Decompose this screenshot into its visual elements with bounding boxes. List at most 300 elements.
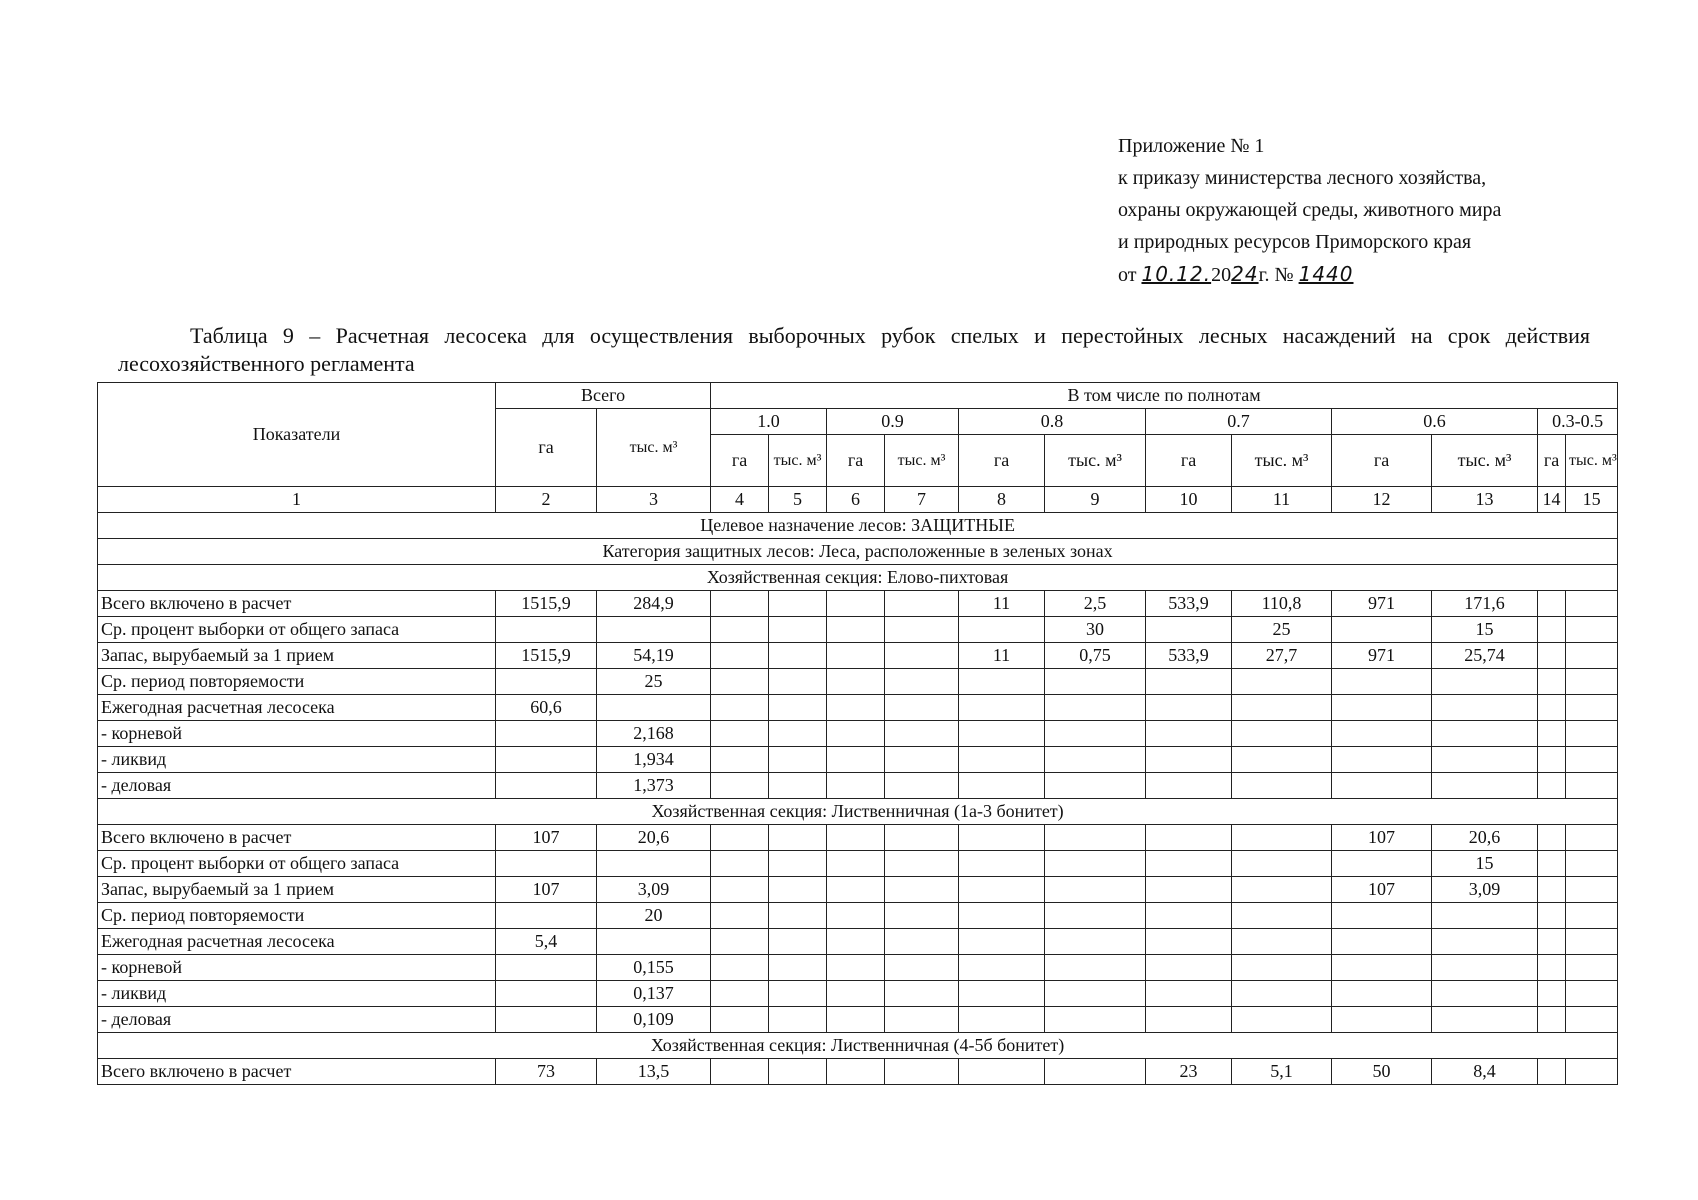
table-cell [769, 1007, 827, 1033]
table-cell [1045, 851, 1146, 877]
section-row [98, 565, 1618, 591]
table-cell [1232, 903, 1332, 929]
table-cell: 54,19 [597, 643, 711, 669]
table-cell [1432, 669, 1538, 695]
ha-header: га [1146, 435, 1232, 487]
column-number: 10 [1146, 487, 1232, 513]
table-cell [1538, 643, 1566, 669]
table-cell [1146, 617, 1232, 643]
table-cell: 110,8 [1232, 591, 1332, 617]
table-cell [711, 695, 769, 721]
table-cell [1566, 591, 1618, 617]
table-cell [827, 1007, 885, 1033]
table-cell [769, 773, 827, 799]
table-cell [1232, 721, 1332, 747]
date-day-month: 10.12. [1141, 262, 1212, 286]
table-cell: 15 [1432, 617, 1538, 643]
table-cell: 20 [597, 903, 711, 929]
table-cell [1045, 981, 1146, 1007]
table-cell [711, 773, 769, 799]
total-header: Всего [496, 383, 711, 409]
table-cell [827, 877, 885, 903]
table-cell [827, 695, 885, 721]
table-cell [769, 929, 827, 955]
table-cell [1045, 929, 1146, 955]
density-header: 0.6 [1332, 409, 1538, 435]
table-cell [1146, 773, 1232, 799]
table-cell [496, 669, 597, 695]
row-label: Запас, вырубаемый за 1 прием [98, 643, 496, 669]
table-row [98, 929, 1618, 955]
table-cell [827, 643, 885, 669]
row-label: - корневой [98, 721, 496, 747]
column-number: 4 [711, 487, 769, 513]
table-cell [1538, 617, 1566, 643]
table-cell [827, 903, 885, 929]
table-cell [885, 721, 959, 747]
table-cell [959, 669, 1045, 695]
table-cell [885, 903, 959, 929]
table-cell: 60,6 [496, 695, 597, 721]
table-cell [1332, 955, 1432, 981]
table-cell [1566, 981, 1618, 1007]
table-cell [1045, 721, 1146, 747]
table-cell [1538, 1059, 1566, 1085]
table-cell [711, 877, 769, 903]
date-year-suffix: 24 [1231, 262, 1259, 286]
table-cell [885, 747, 959, 773]
table-cell: 13,5 [597, 1059, 711, 1085]
table-cell [1045, 1007, 1146, 1033]
density-header: 0.7 [1146, 409, 1332, 435]
table-row [98, 955, 1618, 981]
volume-header: тыс. м³ [885, 435, 959, 487]
table-cell [1538, 955, 1566, 981]
table-cell [1332, 721, 1432, 747]
table-cell: 0,155 [597, 955, 711, 981]
header-row-1 [98, 383, 1618, 409]
table-cell [496, 721, 597, 747]
table-cell: 15 [1432, 851, 1538, 877]
table-cell [711, 955, 769, 981]
row-label: Ср. процент выборки от общего запаса [98, 617, 496, 643]
table-cell [769, 617, 827, 643]
total-ha-header: га [496, 409, 597, 487]
table-cell [1566, 773, 1618, 799]
table-cell [711, 1059, 769, 1085]
ha-header: га [1538, 435, 1566, 487]
table-cell [827, 981, 885, 1007]
table-row [98, 1007, 1618, 1033]
table-cell [769, 695, 827, 721]
table-cell: 50 [1332, 1059, 1432, 1085]
table-cell [959, 695, 1045, 721]
table-row [98, 903, 1618, 929]
table-cell: 107 [1332, 877, 1432, 903]
volume-header: тыс. м³ [1045, 435, 1146, 487]
row-label: Запас, вырубаемый за 1 прием [98, 877, 496, 903]
table-cell: 11 [959, 643, 1045, 669]
table-row [98, 877, 1618, 903]
table-cell [827, 851, 885, 877]
table-cell [1566, 1007, 1618, 1033]
table-row [98, 981, 1618, 1007]
table-cell [597, 851, 711, 877]
table-cell [1538, 773, 1566, 799]
volume-header: тыс. м³ [1232, 435, 1332, 487]
column-number: 12 [1332, 487, 1432, 513]
table-cell: 1,934 [597, 747, 711, 773]
table-cell: 8,4 [1432, 1059, 1538, 1085]
table-title: Таблица 9 – Расчетная лесосека для осуществления выборочных рубок спелых и перестойных лесных насаждений на срок действия лесохозяйственного регламента [118, 323, 1590, 376]
table-cell [827, 929, 885, 955]
table-cell [885, 981, 959, 1007]
table-cell [1045, 825, 1146, 851]
table-cell [1566, 955, 1618, 981]
table-cell [1566, 669, 1618, 695]
table-cell: 23 [1146, 1059, 1232, 1085]
table-cell [885, 591, 959, 617]
date-year-prefix: 20 [1211, 264, 1232, 286]
table-cell [827, 955, 885, 981]
table-cell [769, 955, 827, 981]
table-cell [827, 773, 885, 799]
table-cell [1232, 773, 1332, 799]
table-cell [711, 825, 769, 851]
table-cell: 5,1 [1232, 1059, 1332, 1085]
volume-header: тыс. м³ [1566, 435, 1618, 487]
table-row [98, 721, 1618, 747]
table-cell: 971 [1332, 643, 1432, 669]
table-cell: 30 [1045, 617, 1146, 643]
table-cell [827, 825, 885, 851]
table-cell [885, 695, 959, 721]
by-density-header: В том числе по полнотам [711, 383, 1618, 409]
forest-category: Категория защитных лесов: Леса, расположенные в зеленых зонах [98, 539, 1618, 565]
table-cell [1232, 981, 1332, 1007]
table-cell [1332, 981, 1432, 1007]
row-label: Всего включено в расчет [98, 825, 496, 851]
table-cell [959, 877, 1045, 903]
table-cell [885, 929, 959, 955]
table-cell [769, 851, 827, 877]
table-cell [827, 1059, 885, 1085]
table-cell [827, 591, 885, 617]
table-cell: 3,09 [597, 877, 711, 903]
table-cell [769, 877, 827, 903]
table-row [98, 747, 1618, 773]
table-cell [1146, 851, 1232, 877]
column-number: 8 [959, 487, 1045, 513]
table-cell [1432, 981, 1538, 1007]
order-number: 1440 [1298, 262, 1354, 286]
row-label: Ср. период повторяемости [98, 903, 496, 929]
table-cell: 1515,9 [496, 643, 597, 669]
table-cell [711, 617, 769, 643]
table-cell: 11 [959, 591, 1045, 617]
table-cell [1566, 903, 1618, 929]
table-cell [1332, 669, 1432, 695]
table-cell [1538, 591, 1566, 617]
purpose-row [98, 513, 1618, 539]
table-cell: 107 [1332, 825, 1432, 851]
table-cell [496, 955, 597, 981]
table-cell [885, 851, 959, 877]
row-label: Ежегодная расчетная лесосека [98, 929, 496, 955]
table-cell [1432, 721, 1538, 747]
table-cell [769, 903, 827, 929]
table-cell [1538, 825, 1566, 851]
row-label: Всего включено в расчет [98, 591, 496, 617]
ha-header: га [959, 435, 1045, 487]
table-cell: 107 [496, 877, 597, 903]
appendix-line-2: к приказу министерства лесного хозяйства, [1118, 167, 1487, 189]
table-cell [959, 981, 1045, 1007]
row-label: - деловая [98, 1007, 496, 1033]
table-cell [959, 929, 1045, 955]
ha-header: га [711, 435, 769, 487]
table-cell [1146, 903, 1232, 929]
table-cell [1432, 929, 1538, 955]
table-cell: 2,5 [1045, 591, 1146, 617]
table-cell [1232, 929, 1332, 955]
table-cell [769, 591, 827, 617]
table-cell [496, 903, 597, 929]
table-cell [597, 617, 711, 643]
table-cell [959, 773, 1045, 799]
table-cell [885, 773, 959, 799]
table-cell [885, 955, 959, 981]
table-cell [1332, 747, 1432, 773]
table-cell [1146, 877, 1232, 903]
table-cell: 171,6 [1432, 591, 1538, 617]
table-cell: 533,9 [1146, 591, 1232, 617]
row-label: - ликвид [98, 981, 496, 1007]
table-cell [959, 903, 1045, 929]
table-cell [711, 903, 769, 929]
density-header: 0.8 [959, 409, 1146, 435]
table-cell [1538, 981, 1566, 1007]
column-number: 2 [496, 487, 597, 513]
table-cell [1432, 747, 1538, 773]
table-cell [496, 981, 597, 1007]
table-cell [1432, 773, 1538, 799]
table-cell [1146, 1007, 1232, 1033]
table-cell [1045, 669, 1146, 695]
table-cell: 0,109 [597, 1007, 711, 1033]
table-cell: 284,9 [597, 591, 711, 617]
table-cell [885, 617, 959, 643]
table-cell [827, 721, 885, 747]
table-cell [1232, 747, 1332, 773]
column-number: 9 [1045, 487, 1146, 513]
table-cell [1045, 1059, 1146, 1085]
table-cell [769, 747, 827, 773]
table-cell [1045, 773, 1146, 799]
table-cell [1045, 903, 1146, 929]
ha-header: га [1332, 435, 1432, 487]
table-cell: 0,75 [1045, 643, 1146, 669]
table-cell [1146, 695, 1232, 721]
appendix-line-3: охраны окружающей среды, животного мира [1118, 199, 1502, 221]
appendix-date-line [1118, 258, 1501, 291]
table-cell [885, 825, 959, 851]
column-number: 1 [98, 487, 496, 513]
table-cell [1146, 955, 1232, 981]
table-row [98, 825, 1618, 851]
table-cell: 5,4 [496, 929, 597, 955]
table-cell: 25,74 [1432, 643, 1538, 669]
table-cell: 2,168 [597, 721, 711, 747]
table-cell [711, 851, 769, 877]
table-cell [1566, 877, 1618, 903]
table-cell [1232, 851, 1332, 877]
table-cell [1566, 929, 1618, 955]
density-header: 0.3-0.5 [1538, 409, 1618, 435]
table-cell [711, 591, 769, 617]
table-cell [711, 1007, 769, 1033]
table-cell: 971 [1332, 591, 1432, 617]
table-cell [959, 955, 1045, 981]
column-number: 13 [1432, 487, 1538, 513]
table-cell [711, 643, 769, 669]
table-cell [769, 981, 827, 1007]
table-cell: 73 [496, 1059, 597, 1085]
table-cell: 1515,9 [496, 591, 597, 617]
allowable-cut-table [97, 382, 1618, 1085]
table-cell [1232, 825, 1332, 851]
table-cell [496, 1007, 597, 1033]
table-row [98, 1059, 1618, 1085]
table-row [98, 695, 1618, 721]
table-cell [711, 929, 769, 955]
table-cell [1538, 721, 1566, 747]
table-cell [885, 877, 959, 903]
section-title: Хозяйственная секция: Лиственничная (1а-3 бонитет) [98, 799, 1618, 825]
date-g: г. № [1258, 264, 1294, 286]
row-label: Ср. период повторяемости [98, 669, 496, 695]
table-cell: 1,373 [597, 773, 711, 799]
column-number: 6 [827, 487, 885, 513]
table-row [98, 773, 1618, 799]
table-cell [827, 669, 885, 695]
table-cell [1538, 695, 1566, 721]
table-cell [769, 825, 827, 851]
table-cell [959, 747, 1045, 773]
density-header: 0.9 [827, 409, 959, 435]
table-cell [711, 981, 769, 1007]
density-header: 1.0 [711, 409, 827, 435]
table-cell [711, 721, 769, 747]
table-cell [1538, 669, 1566, 695]
appendix-title: Приложение № 1 [1118, 135, 1265, 157]
table-cell [885, 1059, 959, 1085]
column-number: 11 [1232, 487, 1332, 513]
table-cell [1566, 617, 1618, 643]
row-label: Всего включено в расчет [98, 1059, 496, 1085]
row-label: - ликвид [98, 747, 496, 773]
table-cell [1146, 929, 1232, 955]
table-cell [959, 1059, 1045, 1085]
table-cell [769, 643, 827, 669]
table-cell [885, 1007, 959, 1033]
table-cell: 533,9 [1146, 643, 1232, 669]
table-cell: 27,7 [1232, 643, 1332, 669]
table-cell [959, 721, 1045, 747]
table-cell [1432, 1007, 1538, 1033]
table-cell: 20,6 [597, 825, 711, 851]
table-cell: 25 [597, 669, 711, 695]
table-cell [1566, 825, 1618, 851]
column-number: 7 [885, 487, 959, 513]
table-cell: 20,6 [1432, 825, 1538, 851]
section-title: Хозяйственная секция: Елово-пихтовая [98, 565, 1618, 591]
table-cell [1232, 955, 1332, 981]
row-label: - корневой [98, 955, 496, 981]
table-cell [1566, 643, 1618, 669]
table-cell [1332, 851, 1432, 877]
table-cell [597, 929, 711, 955]
table-cell [1146, 721, 1232, 747]
table-cell [1332, 617, 1432, 643]
section-row [98, 799, 1618, 825]
table-cell [959, 851, 1045, 877]
table-cell [1332, 695, 1432, 721]
forest-purpose: Целевое назначение лесов: ЗАЩИТНЫЕ [98, 513, 1618, 539]
table-cell [1538, 903, 1566, 929]
table-cell [1566, 1059, 1618, 1085]
appendix-block [1118, 130, 1501, 291]
table-cell [885, 669, 959, 695]
row-label: - деловая [98, 773, 496, 799]
table-cell [1146, 981, 1232, 1007]
column-number: 14 [1538, 487, 1566, 513]
table-cell [496, 747, 597, 773]
table-cell [496, 773, 597, 799]
table-cell [1232, 877, 1332, 903]
table-cell [496, 617, 597, 643]
column-number: 15 [1566, 487, 1618, 513]
table-cell [1332, 903, 1432, 929]
table-cell [1538, 877, 1566, 903]
volume-header: тыс. м³ [769, 435, 827, 487]
table-cell: 0,137 [597, 981, 711, 1007]
table-row [98, 591, 1618, 617]
table-cell: 107 [496, 825, 597, 851]
row-label: Ср. процент выборки от общего запаса [98, 851, 496, 877]
table-cell: 3,09 [1432, 877, 1538, 903]
table-row [98, 669, 1618, 695]
section-title: Хозяйственная секция: Лиственничная (4-5б бонитет) [98, 1033, 1618, 1059]
table-cell [827, 747, 885, 773]
table-cell [1232, 1007, 1332, 1033]
table-cell [1432, 695, 1538, 721]
table-cell [1538, 1007, 1566, 1033]
table-cell [769, 669, 827, 695]
table-cell [1045, 877, 1146, 903]
date-prefix: от [1118, 264, 1137, 286]
table-cell [885, 643, 959, 669]
table-cell: 25 [1232, 617, 1332, 643]
table-cell [1146, 825, 1232, 851]
table-cell [1538, 747, 1566, 773]
table-cell [1566, 851, 1618, 877]
table-cell [597, 695, 711, 721]
ha-header: га [827, 435, 885, 487]
table-cell [1566, 747, 1618, 773]
table-cell [769, 1059, 827, 1085]
table-cell [1146, 669, 1232, 695]
